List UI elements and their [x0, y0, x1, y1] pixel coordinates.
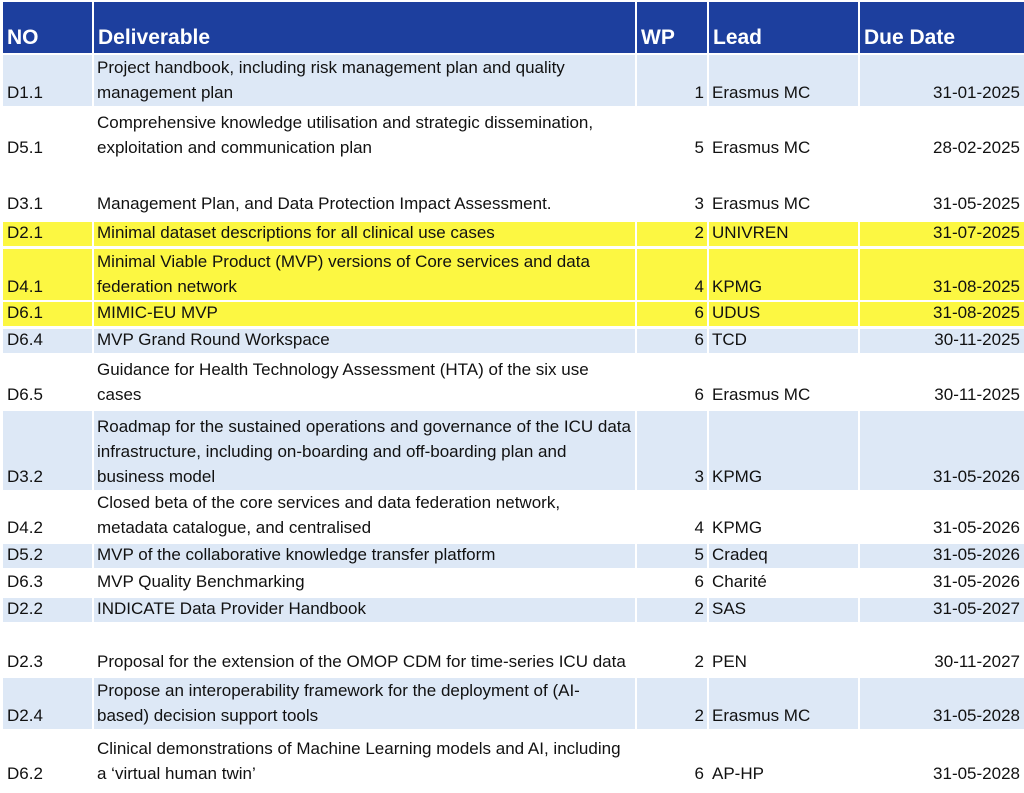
- row-lead-text: Erasmus MC: [712, 194, 811, 213]
- row-lead: [709, 598, 858, 622]
- row-lead-text: UNIVREN: [712, 223, 789, 242]
- row-deliverable-text: Proposal for the extension of the OMOP CDM for time-series ICU data: [97, 652, 626, 671]
- row-deliverable: [94, 55, 635, 106]
- row-wp: [637, 329, 707, 353]
- row-no-text: D6.1: [7, 303, 43, 322]
- row-deliverable: [94, 411, 635, 490]
- row-no: [3, 732, 92, 787]
- row-deliverable-text: Minimal dataset descriptions for all clinical use cases: [97, 223, 495, 242]
- row-deliverable: [94, 108, 635, 161]
- row-no: [3, 108, 92, 161]
- row-due-date-text: 31-05-2027: [933, 599, 1020, 618]
- row-lead: [709, 329, 858, 353]
- row-due-date-text: 31-08-2025: [933, 277, 1020, 296]
- row-deliverable-text: Propose an interoperability framework for the deployment of (AI-based) decision support tools: [97, 681, 580, 725]
- row-no-text: D2.1: [7, 223, 43, 242]
- row-no: [3, 544, 92, 568]
- row-wp-text: 3: [694, 467, 704, 486]
- row-lead: [709, 571, 858, 595]
- row-lead: [709, 356, 858, 408]
- row-wp-text: 2: [694, 599, 704, 618]
- row-no-text: D6.3: [7, 572, 43, 591]
- row-lead: [709, 544, 858, 568]
- row-deliverable: [94, 625, 635, 675]
- row-no-text: D4.1: [7, 277, 43, 296]
- row-no-text: D6.5: [7, 385, 43, 404]
- row-wp: [637, 163, 707, 217]
- row-lead-text: SAS: [712, 599, 747, 618]
- row-due-date-text: 28-02-2025: [933, 138, 1020, 157]
- row-lead-text: Erasmus MC: [712, 385, 811, 404]
- table-row: [0, 55, 1024, 106]
- row-due-date: [860, 571, 1024, 595]
- row-no: [3, 329, 92, 353]
- row-lead: [709, 678, 858, 729]
- row-wp: [637, 222, 707, 246]
- row-wp-text: 6: [694, 385, 704, 404]
- row-no-text: D2.2: [7, 599, 43, 618]
- row-no: [3, 493, 92, 541]
- row-no-text: D1.1: [7, 83, 43, 102]
- row-deliverable: [94, 678, 635, 729]
- row-deliverable: [94, 493, 635, 541]
- row-wp: [637, 356, 707, 408]
- row-due-date: [860, 544, 1024, 568]
- row-wp: [637, 108, 707, 161]
- row-due-date: [860, 55, 1024, 106]
- row-wp-text: 6: [694, 303, 704, 322]
- row-deliverable: [94, 544, 635, 568]
- row-due-date: [860, 411, 1024, 490]
- row-deliverable: [94, 732, 635, 787]
- row-lead: [709, 222, 858, 246]
- row-no: [3, 356, 92, 408]
- row-no-text: D6.4: [7, 330, 43, 349]
- row-lead-text: KPMG: [712, 467, 763, 486]
- row-deliverable-text: Management Plan, and Data Protection Impact Assessment.: [97, 194, 552, 213]
- row-lead-text: Erasmus MC: [712, 83, 811, 102]
- row-wp-text: 2: [694, 652, 704, 671]
- row-due-date: [860, 356, 1024, 408]
- row-lead: [709, 493, 858, 541]
- row-due-date-text: 30-11-2025: [934, 385, 1020, 404]
- row-due-date-text: 31-05-2026: [933, 467, 1020, 486]
- row-no-text: D2.3: [7, 652, 43, 671]
- row-wp-text: 3: [694, 194, 704, 213]
- row-wp: [637, 411, 707, 490]
- row-wp: [637, 493, 707, 541]
- table-row: [0, 302, 1024, 326]
- row-due-date-text: 31-07-2025: [933, 223, 1020, 242]
- row-due-date-text: 31-05-2028: [933, 764, 1020, 783]
- row-lead-text: UDUS: [712, 303, 761, 322]
- row-wp: [637, 544, 707, 568]
- row-deliverable: [94, 302, 635, 326]
- row-no: [3, 222, 92, 246]
- header-lead: Lead: [709, 2, 858, 53]
- row-deliverable: [94, 356, 635, 408]
- row-deliverable-text: INDICATE Data Provider Handbook: [97, 599, 366, 618]
- row-due-date: [860, 678, 1024, 729]
- row-due-date: [860, 302, 1024, 326]
- row-no-text: D6.2: [7, 764, 43, 783]
- row-due-date: [860, 108, 1024, 161]
- row-wp: [637, 732, 707, 787]
- row-lead: [709, 163, 858, 217]
- row-deliverable: [94, 163, 635, 217]
- row-deliverable-text: Closed beta of the core services and data federation network, metadata catalogue, and centralised: [97, 493, 561, 537]
- row-deliverable-text: MVP of the collaborative knowledge transfer platform: [97, 545, 496, 564]
- row-no: [3, 598, 92, 622]
- row-lead-text: KPMG: [712, 277, 763, 296]
- row-deliverable: [94, 222, 635, 246]
- row-due-date-text: 31-05-2026: [933, 545, 1020, 564]
- row-due-date: [860, 493, 1024, 541]
- table-row: [0, 598, 1024, 622]
- row-wp: [637, 249, 707, 300]
- row-no: [3, 411, 92, 490]
- row-deliverable-text: Guidance for Health Technology Assessment (HTA) of the six use cases: [97, 360, 589, 404]
- header-due-date: Due Date: [860, 2, 1024, 53]
- row-deliverable-text: MVP Grand Round Workspace: [97, 330, 330, 349]
- row-lead-text: KPMG: [712, 518, 763, 537]
- table-row: [0, 163, 1024, 217]
- row-wp: [637, 571, 707, 595]
- row-no: [3, 55, 92, 106]
- table-row: [0, 356, 1024, 408]
- row-no-text: D2.4: [7, 706, 43, 725]
- row-lead-text: AP-HP: [712, 764, 764, 783]
- row-wp-text: 1: [694, 83, 704, 102]
- row-deliverable-text: MIMIC-EU MVP: [97, 303, 218, 322]
- table-row: [0, 411, 1024, 490]
- header-wp: WP: [637, 2, 707, 53]
- row-wp-text: 5: [694, 545, 704, 564]
- row-deliverable-text: Roadmap for the sustained operations and governance of the ICU data infrastructure, including on-boarding and off-boarding plan and business model: [97, 417, 631, 486]
- table-row: [0, 732, 1024, 787]
- row-due-date-text: 31-05-2026: [933, 572, 1020, 591]
- row-no: [3, 678, 92, 729]
- row-wp-text: 6: [694, 764, 704, 783]
- table-row: [0, 678, 1024, 729]
- table-row: [0, 222, 1024, 246]
- row-wp-text: 6: [694, 330, 704, 349]
- row-lead-text: Charité: [712, 572, 767, 591]
- row-wp: [637, 302, 707, 326]
- table-row: [0, 571, 1024, 595]
- row-lead: [709, 302, 858, 326]
- row-wp: [637, 598, 707, 622]
- row-due-date-text: 31-08-2025: [933, 303, 1020, 322]
- row-due-date: [860, 222, 1024, 246]
- row-lead-text: Erasmus MC: [712, 706, 811, 725]
- row-deliverable-text: Clinical demonstrations of Machine Learning models and AI, including a ‘virtual human twin’: [97, 739, 621, 783]
- row-lead-text: Cradeq: [712, 545, 768, 564]
- row-due-date-text: 31-05-2026: [933, 518, 1020, 537]
- row-no-text: D3.1: [7, 194, 43, 213]
- table-row: [0, 108, 1024, 161]
- row-no: [3, 571, 92, 595]
- header-no: NO: [3, 2, 92, 53]
- row-lead: [709, 732, 858, 787]
- row-deliverable: [94, 329, 635, 353]
- row-no-text: D4.2: [7, 518, 43, 537]
- row-due-date: [860, 249, 1024, 300]
- row-due-date-text: 30-11-2025: [934, 330, 1020, 349]
- row-due-date: [860, 598, 1024, 622]
- table-row: [0, 493, 1024, 541]
- row-due-date-text: 31-01-2025: [933, 83, 1020, 102]
- row-lead: [709, 55, 858, 106]
- row-due-date-text: 31-05-2025: [933, 194, 1020, 213]
- table-header: [0, 2, 1024, 53]
- row-wp: [637, 625, 707, 675]
- row-due-date-text: 31-05-2028: [933, 706, 1020, 725]
- row-due-date: [860, 732, 1024, 787]
- row-no: [3, 302, 92, 326]
- row-deliverable-text: Minimal Viable Product (MVP) versions of Core services and data federation network: [97, 252, 590, 296]
- row-deliverable-text: Project handbook, including risk management plan and quality management plan: [97, 58, 565, 102]
- row-lead: [709, 249, 858, 300]
- row-deliverable: [94, 598, 635, 622]
- row-lead-text: TCD: [712, 330, 747, 349]
- table-row: [0, 625, 1024, 675]
- row-deliverable: [94, 571, 635, 595]
- row-no-text: D5.1: [7, 138, 43, 157]
- row-due-date: [860, 625, 1024, 675]
- header-deliverable: Deliverable: [94, 2, 635, 53]
- row-wp-text: 4: [694, 518, 704, 537]
- row-no: [3, 163, 92, 217]
- table-row: [0, 329, 1024, 353]
- row-wp-text: 2: [694, 223, 704, 242]
- row-lead-text: Erasmus MC: [712, 138, 811, 157]
- table-row: [0, 544, 1024, 568]
- row-lead-text: PEN: [712, 652, 747, 671]
- row-due-date: [860, 163, 1024, 217]
- row-due-date: [860, 329, 1024, 353]
- row-no-text: D5.2: [7, 545, 43, 564]
- row-wp-text: 2: [694, 706, 704, 725]
- row-no: [3, 625, 92, 675]
- row-deliverable-text: Comprehensive knowledge utilisation and strategic dissemination, exploitation and communication plan: [97, 113, 594, 157]
- table-row: [0, 249, 1024, 300]
- row-deliverable-text: MVP Quality Benchmarking: [97, 572, 305, 591]
- row-lead: [709, 108, 858, 161]
- row-wp: [637, 678, 707, 729]
- row-deliverable: [94, 249, 635, 300]
- row-wp: [637, 55, 707, 106]
- row-lead: [709, 411, 858, 490]
- row-lead: [709, 625, 858, 675]
- row-no: [3, 249, 92, 300]
- row-wp-text: 5: [694, 138, 704, 157]
- row-due-date-text: 30-11-2027: [934, 652, 1020, 671]
- row-no-text: D3.2: [7, 467, 43, 486]
- row-wp-text: 4: [694, 277, 704, 296]
- row-wp-text: 6: [694, 572, 704, 591]
